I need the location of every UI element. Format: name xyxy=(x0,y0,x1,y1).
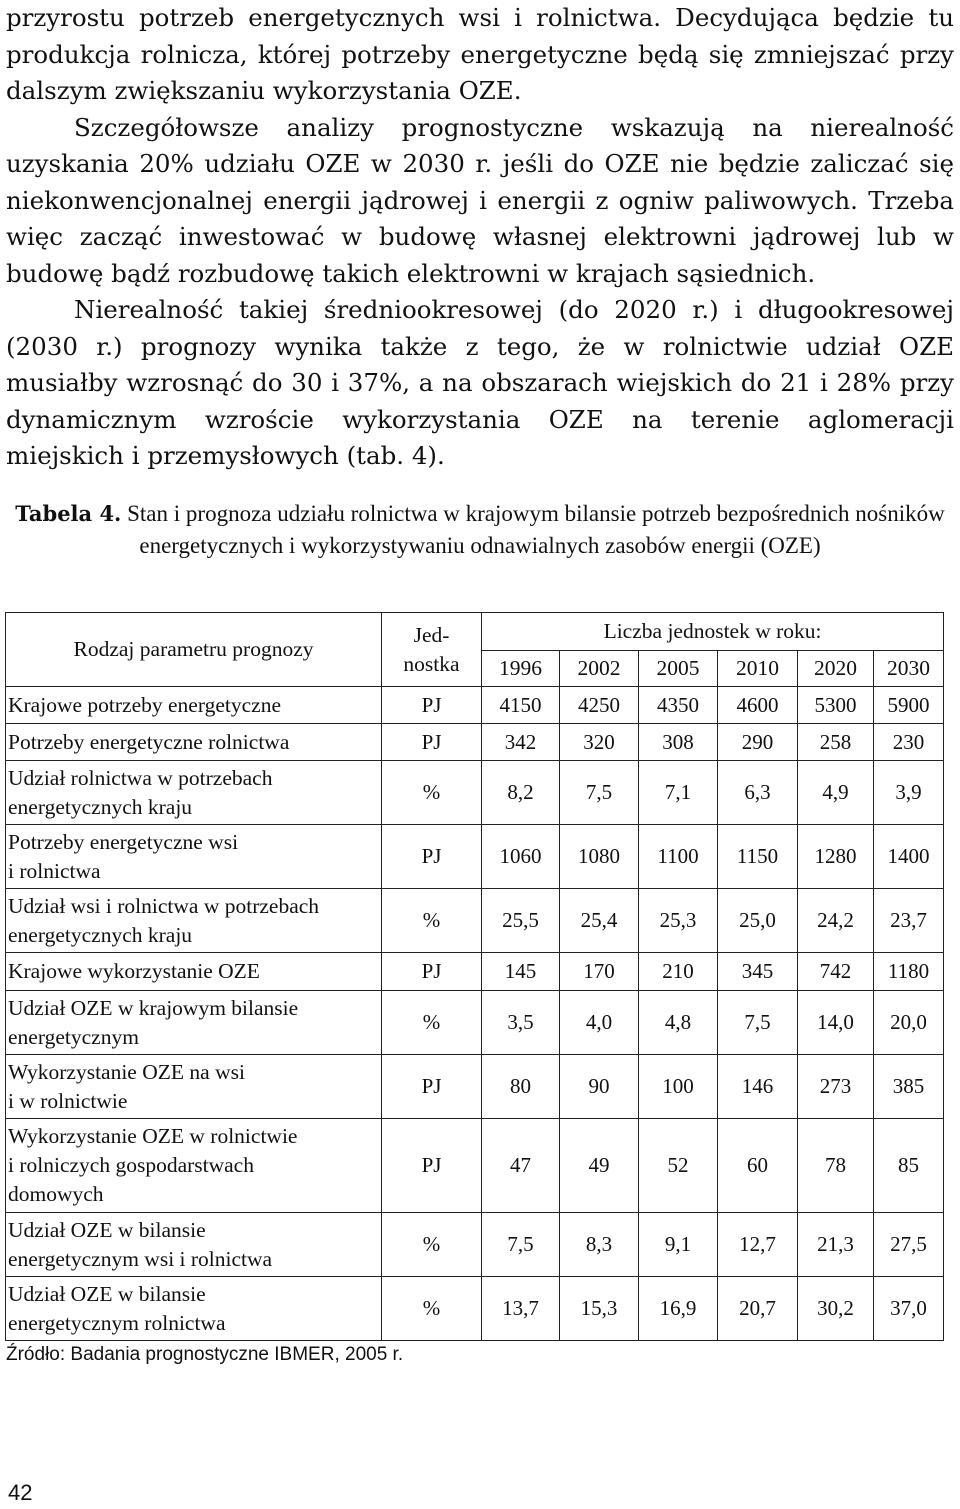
row-value: 6,3 xyxy=(718,761,798,825)
row-value: 8,3 xyxy=(560,1213,639,1277)
row-value: 4,9 xyxy=(798,761,874,825)
row-value: 100 xyxy=(639,1055,718,1119)
row-value: 25,3 xyxy=(639,889,718,953)
row-value: 230 xyxy=(874,724,944,761)
row-value: 1150 xyxy=(718,825,798,889)
row-label: Udział OZE w bilansie energetycznym wsi i rolnictwa xyxy=(6,1213,382,1277)
table-caption-label: Tabela 4. xyxy=(15,501,122,526)
row-unit: PJ xyxy=(382,724,482,761)
row-value: 170 xyxy=(560,953,639,991)
row-unit: % xyxy=(382,991,482,1055)
row-value: 5300 xyxy=(798,687,874,724)
header-year: 2005 xyxy=(639,651,718,687)
row-value: 60 xyxy=(718,1119,798,1213)
row-value: 290 xyxy=(718,724,798,761)
row-value: 8,2 xyxy=(482,761,560,825)
table-row xyxy=(6,889,944,953)
header-year: 2020 xyxy=(798,651,874,687)
row-value: 23,7 xyxy=(874,889,944,953)
row-value: 24,2 xyxy=(798,889,874,953)
row-value: 4,0 xyxy=(560,991,639,1055)
row-value: 4150 xyxy=(482,687,560,724)
row-label: Wykorzystanie OZE na wsi i w rolnictwie xyxy=(6,1055,382,1119)
table-caption xyxy=(0,498,960,562)
row-value: 52 xyxy=(639,1119,718,1213)
row-value: 90 xyxy=(560,1055,639,1119)
row-value: 30,2 xyxy=(798,1277,874,1341)
paragraph-1: przyrostu potrzeb energetycznych wsi i rolnictwa. Decydująca będzie tu produkcja rolnicza, której potrzeby energetyczne będą się zmniejszać przy dalszym zwiększaniu wykorzystania OZE. xyxy=(6,3,954,105)
row-unit: % xyxy=(382,1277,482,1341)
row-label: Udział rolnictwa w potrzebach energetycznych kraju xyxy=(6,761,382,825)
row-value: 80 xyxy=(482,1055,560,1119)
row-label: Wykorzystanie OZE w rolnictwie i rolniczych gospodarstwach domowych xyxy=(6,1119,382,1213)
table-row xyxy=(6,1277,944,1341)
header-years-title: Liczba jednostek w roku: xyxy=(482,613,944,651)
header-year: 2030 xyxy=(874,651,944,687)
table-row xyxy=(6,1055,944,1119)
header-year: 1996 xyxy=(482,651,560,687)
row-value: 27,5 xyxy=(874,1213,944,1277)
row-unit: PJ xyxy=(382,687,482,724)
row-value: 320 xyxy=(560,724,639,761)
forecast-table xyxy=(5,612,944,1341)
row-label: Krajowe wykorzystanie OZE xyxy=(6,953,382,991)
row-value: 78 xyxy=(798,1119,874,1213)
row-value: 4350 xyxy=(639,687,718,724)
page-number: 42 xyxy=(8,1480,33,1505)
row-value: 1080 xyxy=(560,825,639,889)
row-value: 273 xyxy=(798,1055,874,1119)
header-year: 2010 xyxy=(718,651,798,687)
row-label: Krajowe potrzeby energetyczne xyxy=(6,687,382,724)
table-row xyxy=(6,687,944,724)
row-value: 47 xyxy=(482,1119,560,1213)
row-value: 9,1 xyxy=(639,1213,718,1277)
row-value: 3,9 xyxy=(874,761,944,825)
table-body xyxy=(6,687,944,1341)
row-value: 4250 xyxy=(560,687,639,724)
header-unit: Jed- nostka xyxy=(382,613,482,687)
row-value: 345 xyxy=(718,953,798,991)
row-unit: PJ xyxy=(382,1119,482,1213)
row-value: 3,5 xyxy=(482,991,560,1055)
table-row xyxy=(6,724,944,761)
row-unit: % xyxy=(382,761,482,825)
row-value: 13,7 xyxy=(482,1277,560,1341)
row-value: 49 xyxy=(560,1119,639,1213)
body-text xyxy=(6,0,954,475)
row-value: 20,7 xyxy=(718,1277,798,1341)
row-value: 20,0 xyxy=(874,991,944,1055)
row-value: 308 xyxy=(639,724,718,761)
row-value: 7,5 xyxy=(560,761,639,825)
row-value: 25,4 xyxy=(560,889,639,953)
paragraph-3: Nierealność takiej średniookresowej (do 2020 r.) i długookresowej (2030 r.) prognozy wynika także z tego, że w rolnictwie udział OZE musiałby wzrosnąć do 30 i 37%, a na obszarach wiejskich do 21 i 28% przy dynamicznym wzroście wykorzystania OZE na terenie aglomeracji miejskich i przemysłowych (tab. 4). xyxy=(6,295,954,470)
row-value: 7,5 xyxy=(718,991,798,1055)
row-value: 37,0 xyxy=(874,1277,944,1341)
row-value: 1060 xyxy=(482,825,560,889)
row-label: Potrzeby energetyczne wsi i rolnictwa xyxy=(6,825,382,889)
row-value: 25,5 xyxy=(482,889,560,953)
row-value: 21,3 xyxy=(798,1213,874,1277)
table-source: Źródło: Badania prognostyczne IBMER, 2005 r. xyxy=(6,1344,404,1365)
row-label: Udział OZE w bilansie energetycznym rolnictwa xyxy=(6,1277,382,1341)
row-unit: % xyxy=(382,1213,482,1277)
row-value: 7,1 xyxy=(639,761,718,825)
row-value: 146 xyxy=(718,1055,798,1119)
table-caption-text: Stan i prognoza udziału rolnictwa w krajowym bilansie potrzeb bezpośrednich nośników energetycznych i wykorzystywaniu odnawialnych zasobów energii (OZE) xyxy=(127,501,945,558)
row-value: 342 xyxy=(482,724,560,761)
paragraph-2: Szczegółowsze analizy prognostyczne wskazują na nierealność uzyskania 20% udziału OZE w 2030 r. jeśli do OZE nie będzie zaliczać się niekonwencjonalnej energii jądrowej i energii z ogniw paliwowych. Trzeba więc zacząć inwestować w budowę własnej elektrowni jądrowej lub w budowę bądź rozbudowę takich elektrowni w krajach sąsiednich. xyxy=(6,112,954,288)
row-value: 258 xyxy=(798,724,874,761)
row-unit: PJ xyxy=(382,1055,482,1119)
table-row xyxy=(6,825,944,889)
row-value: 4600 xyxy=(718,687,798,724)
table-row xyxy=(6,953,944,991)
row-value: 14,0 xyxy=(798,991,874,1055)
row-value: 25,0 xyxy=(718,889,798,953)
row-value: 5900 xyxy=(874,687,944,724)
row-value: 15,3 xyxy=(560,1277,639,1341)
table-row xyxy=(6,991,944,1055)
row-value: 85 xyxy=(874,1119,944,1213)
row-value: 210 xyxy=(639,953,718,991)
row-value: 12,7 xyxy=(718,1213,798,1277)
row-unit: PJ xyxy=(382,825,482,889)
row-value: 1100 xyxy=(639,825,718,889)
row-value: 385 xyxy=(874,1055,944,1119)
row-label: Udział wsi i rolnictwa w potrzebach energetycznych kraju xyxy=(6,889,382,953)
row-unit: PJ xyxy=(382,953,482,991)
row-value: 1400 xyxy=(874,825,944,889)
header-param: Rodzaj parametru prognozy xyxy=(6,613,382,687)
row-value: 4,8 xyxy=(639,991,718,1055)
row-value: 7,5 xyxy=(482,1213,560,1277)
row-label: Udział OZE w krajowym bilansie energetycznym xyxy=(6,991,382,1055)
row-value: 1280 xyxy=(798,825,874,889)
table-row xyxy=(6,1213,944,1277)
row-value: 145 xyxy=(482,953,560,991)
table-row xyxy=(6,761,944,825)
row-value: 742 xyxy=(798,953,874,991)
table-row xyxy=(6,1119,944,1213)
row-label: Potrzeby energetyczne rolnictwa xyxy=(6,724,382,761)
header-year: 2002 xyxy=(560,651,639,687)
row-unit: % xyxy=(382,889,482,953)
row-value: 16,9 xyxy=(639,1277,718,1341)
row-value: 1180 xyxy=(874,953,944,991)
